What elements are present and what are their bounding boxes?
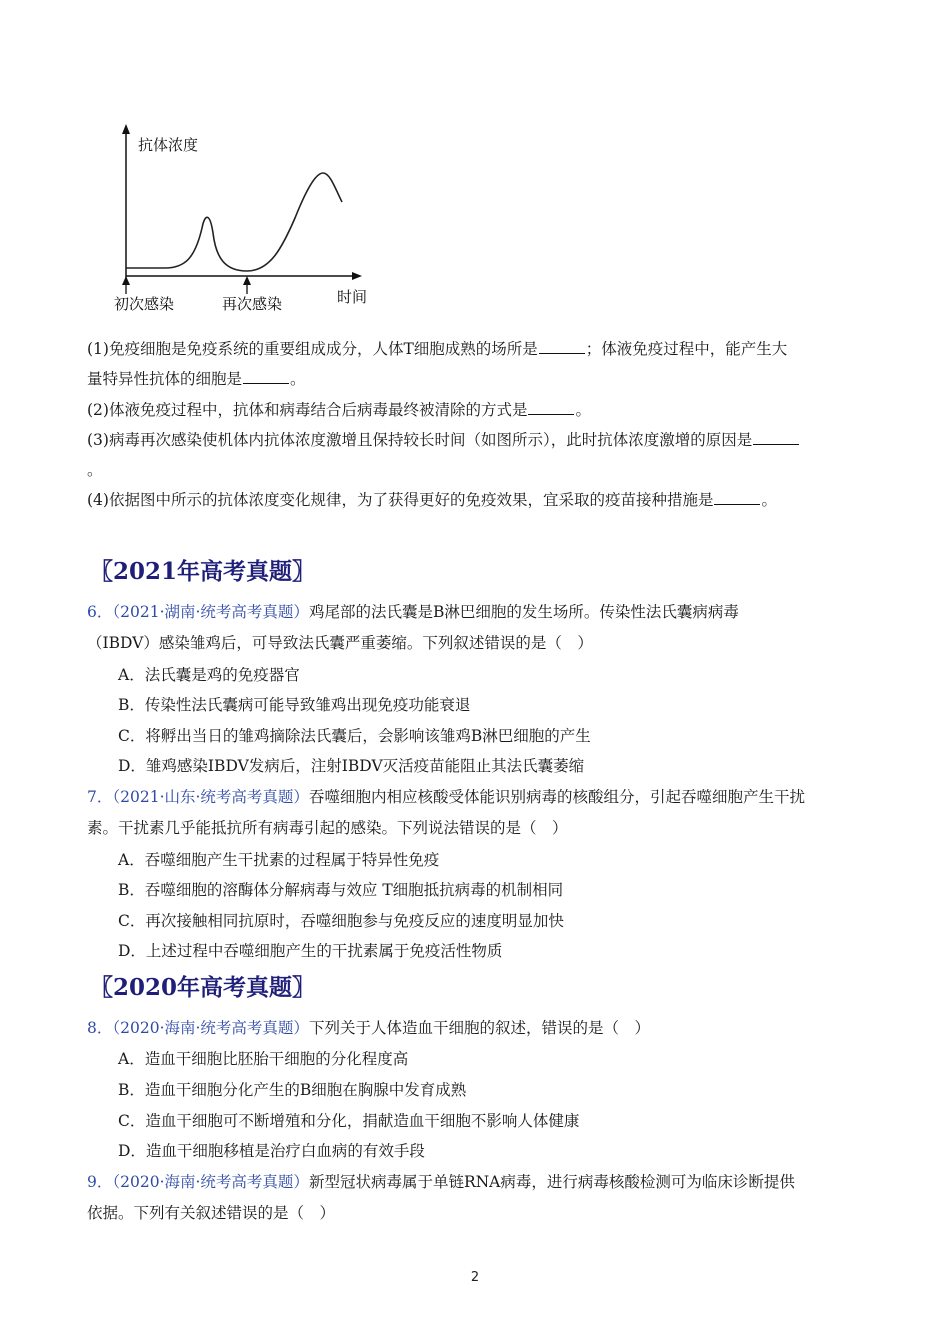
answer-blank (539, 339, 585, 354)
q5-part3-text-a: (3)病毒再次感染使机体内抗体浓度激增且保持较长时间（如图所示），此时抗体浓度激增的原因是 (87, 431, 753, 449)
antibody-curve (126, 173, 342, 271)
first-infection-label: 初次感染 (114, 295, 175, 313)
first-infection-arrow (122, 276, 130, 285)
antibody-concentration-figure (110, 118, 380, 318)
page-number: 2 (470, 1270, 480, 1285)
q5-part3-text-b: 。 (87, 461, 103, 479)
q7-stem-line1 (87, 787, 805, 807)
q8-stem-text1: 下列关于人体造血干细胞的叙述，错误的是（ ） (308, 1019, 650, 1037)
q8-option-d[interactable]: D．造血干细胞移植是治疗白血病的有效手段 (118, 1142, 425, 1160)
q7-stem-line2: 素。干扰素几乎能抵抗所有病毒引起的感染。下列说法错误的是（ ） (87, 819, 568, 837)
q6-option-b[interactable]: B．传染性法氏囊病可能导致雏鸡出现免疫功能衰退 (118, 696, 471, 714)
x-axis-label: 时间 (337, 288, 368, 306)
q6-stem-text1: 鸡尾部的法氏囊是B淋巴细胞的发生场所。传染性法氏囊病病毒 (308, 603, 739, 621)
q8-option-c[interactable]: C．造血干细胞可不断增殖和分化，捐献造血干细胞不影响人体健康 (118, 1112, 580, 1130)
y-axis-arrow (122, 124, 130, 134)
q5-part4-text-b: 。 (761, 491, 777, 509)
q7-option-a[interactable]: A．吞噬细胞产生干扰素的过程属于特异性免疫 (118, 851, 440, 869)
q5-part1-text-a: (1)免疫细胞是免疫系统的重要组成成分，人体T细胞成熟的场所是 (87, 340, 538, 358)
q9-stem-text1: 新型冠状病毒属于单链RNA病毒，进行病毒核酸检测可为临床诊断提供 (308, 1173, 795, 1191)
q9-source: （2020·海南·统考高考真题） (112, 1173, 309, 1191)
q9-stem-line2: 依据。下列有关叙述错误的是（ ） (87, 1204, 336, 1222)
q6-stem-line2: （IBDV）感染雏鸡后，可导致法氏囊严重萎缩。下列叙述错误的是（ ） (87, 634, 593, 652)
answer-blank (714, 490, 760, 505)
q5-part3-line1 (87, 430, 800, 450)
q8-option-a[interactable]: A．造血干细胞比胚胎干细胞的分化程度高 (118, 1050, 409, 1068)
q6-source: （2021·湖南·统考高考真题） (112, 603, 309, 621)
q8-stem-line1 (87, 1018, 650, 1038)
q5-part2-text-a: (2)体液免疫过程中，抗体和病毒结合后病毒最终被清除的方式是 (87, 401, 528, 419)
q6-number: 6． (87, 603, 113, 621)
q8-source: （2020·海南·统考高考真题） (112, 1019, 309, 1037)
q5-part4-line (87, 490, 777, 510)
y-axis-label: 抗体浓度 (138, 136, 199, 154)
second-infection-label: 再次感染 (222, 295, 283, 313)
q5-part3-line2 (87, 460, 103, 480)
q7-option-c[interactable]: C．再次接触相同抗原时，吞噬细胞参与免疫反应的速度明显加快 (118, 912, 564, 930)
section-heading-2020: 〖2020年高考真题〗 (90, 974, 316, 1001)
q5-part2-line (87, 400, 591, 420)
q7-stem-text1: 吞噬细胞内相应核酸受体能识别病毒的核酸组分，引起吞噬细胞产生干扰 (308, 788, 805, 806)
q5-part2-text-b: 。 (575, 401, 591, 419)
q6-stem-line1 (87, 602, 739, 622)
q5-part4-text-a: (4)依据图中所示的抗体浓度变化规律，为了获得更好的免疫效果，宜采取的疫苗接种措施是 (87, 491, 714, 509)
q6-option-c[interactable]: C．将孵出当日的雏鸡摘除法氏囊后，会影响该雏鸡B淋巴细胞的产生 (118, 727, 591, 745)
q5-part1-text-c: 量特异性抗体的细胞是 (87, 370, 243, 388)
second-infection-arrow (243, 276, 251, 285)
q9-number: 9． (87, 1173, 113, 1191)
answer-blank (528, 400, 574, 415)
q6-option-a[interactable]: A．法氏囊是鸡的免疫器官 (118, 666, 300, 684)
q7-source: （2021·山东·统考高考真题） (112, 788, 309, 806)
q8-option-b[interactable]: B．造血干细胞分化产生的B细胞在胸腺中发育成熟 (118, 1081, 467, 1099)
answer-blank (243, 369, 289, 384)
q7-option-d[interactable]: D．上述过程中吞噬细胞产生的干扰素属于免疫活性物质 (118, 942, 503, 960)
q5-part1-line2 (87, 369, 306, 389)
q8-number: 8． (87, 1019, 113, 1037)
q7-number: 7． (87, 788, 113, 806)
q6-option-d[interactable]: D．雏鸡感染IBDV发病后，注射IBDV灭活疫苗能阻止其法氏囊萎缩 (118, 757, 585, 775)
q5-part1-line1 (87, 339, 787, 359)
q7-option-b[interactable]: B．吞噬细胞的溶酶体分解病毒与效应 T细胞抵抗病毒的机制相同 (118, 881, 564, 899)
q5-part1-text-b: ；体液免疫过程中，能产生大 (585, 340, 788, 358)
section-heading-2021: 〖2021年高考真题〗 (90, 558, 316, 585)
x-axis-arrow (352, 272, 362, 280)
answer-blank (753, 430, 799, 445)
q9-stem-line1 (87, 1172, 795, 1192)
q5-part1-text-d: 。 (290, 370, 306, 388)
